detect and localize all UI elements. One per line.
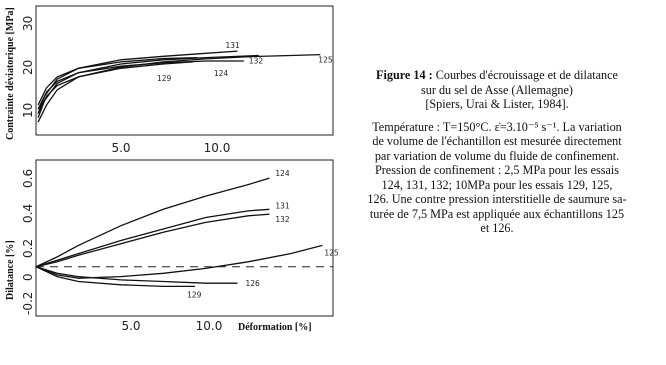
top-curve-label-132: 132 [248, 56, 264, 66]
bottom-curve-132 [36, 214, 269, 267]
caption-line-10: turée de 7,5 MPa est appliquée aux échantillons 125 [369, 206, 625, 221]
bottom-panel-frame [36, 160, 333, 316]
bottom-curve-label-129: 129 [187, 290, 202, 300]
top-ylabel: Contrainte déviatorique [MPa] [5, 7, 16, 140]
bottom-curve-125 [36, 245, 322, 278]
bottom-xlabel: Déformation [%] [238, 322, 312, 333]
curves-layer [36, 41, 339, 299]
caption-gap [336, 112, 658, 120]
caption-line-11: et 126. [480, 221, 514, 235]
top-curve-125 [38, 55, 320, 123]
top-curve-label-125: 125 [318, 55, 333, 65]
bottom-curve-label-131: 131 [275, 201, 290, 211]
top-ytick-10: 10 [21, 102, 35, 118]
top-curve-132 [38, 56, 259, 118]
bottom-ytick-0: 0 [21, 273, 35, 281]
caption-line-8: 124, 131, 132; 10MPa pour les essais 129, 125, [381, 177, 613, 192]
bottom-curve-label-126: 126 [245, 279, 260, 289]
top-panel-frame [36, 6, 333, 135]
top-curve-label-124: 124 [213, 69, 229, 78]
top-curve-label-129: 129 [157, 73, 172, 83]
caption-line-6: par variation de volume du fluide de confinement. [374, 148, 620, 163]
top-ytick-20: 20 [21, 59, 35, 75]
top-curve-label-131: 131 [225, 41, 240, 51]
bottom-ytick-04: 0.4 [21, 203, 35, 223]
caption-line-4: Température : T=150°C. ε̇=3.10⁻⁵ s⁻¹. La variation [372, 119, 622, 134]
bottom-ytick-m02: -0.2 [21, 291, 35, 315]
bottom-curve-label-132: 132 [275, 215, 290, 225]
bottom-curve-124 [36, 178, 269, 267]
caption-line-9: 126. Une contre pression interstitielle de saumure sa- [367, 192, 627, 206]
bottom-ytick-02: 0.2 [21, 238, 35, 258]
caption-line-2: sur du sel de Asse (Allemagne) [421, 82, 573, 97]
caption-line-7: Pression de confinement : 2,5 MPa pour les essais [374, 163, 620, 177]
caption-line-1 [336, 68, 658, 83]
bottom-ytick-06: 0.6 [21, 168, 35, 188]
bottom-xtick-5: 5.0 [121, 319, 141, 333]
bottom-ylabel: Dilatance [%] [5, 240, 16, 300]
top-xtick-5: 5.0 [111, 141, 131, 155]
top-ytick-30: 30 [21, 15, 35, 31]
caption-lead: Figure 14 : [376, 68, 433, 82]
bottom-curve-label-124: 124 [275, 169, 290, 179]
caption-line-1-rest: Courbes d'écrouissage et de dilatance [435, 68, 618, 82]
figure-caption [336, 68, 658, 236]
bottom-curve-label-125: 125 [324, 248, 339, 258]
bottom-xtick-10: 10.0 [195, 319, 223, 333]
caption-line-5: de volume de l'échantillon est mesurée directement [372, 134, 622, 148]
top-xtick-10: 10.0 [203, 141, 231, 155]
caption-line-3: [Spiers, Urai & Lister, 1984]. [425, 97, 569, 111]
